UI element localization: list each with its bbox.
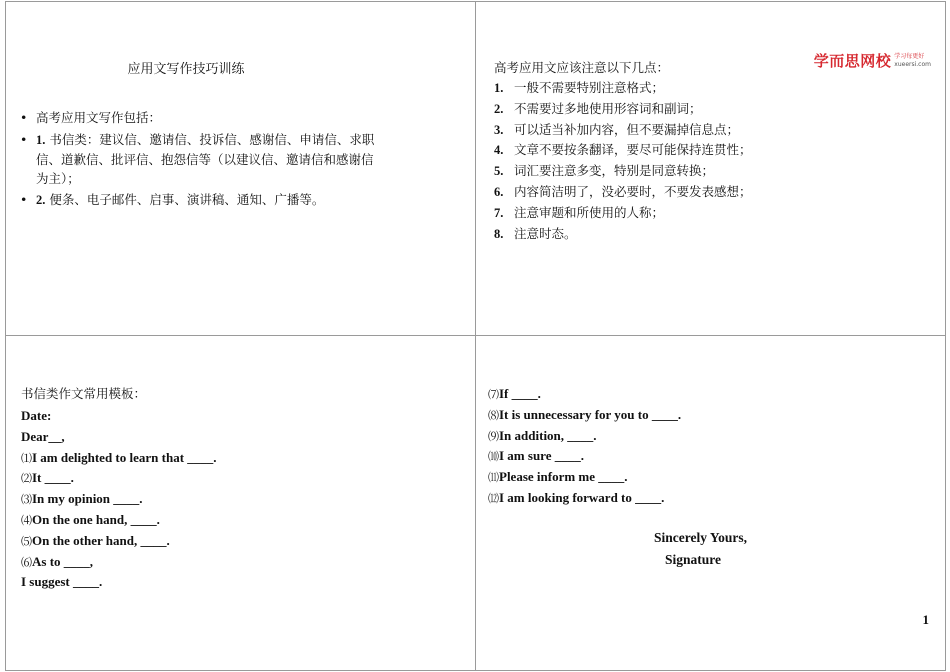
letter-signature: Signature (665, 552, 722, 567)
list-item: 3. 可以适当补加内容，但不要漏掉信息点； (494, 121, 740, 137)
slide-title: 应用文写作技巧训练 (127, 62, 245, 77)
list-item: 7. 注意审题和所使用的人称； (494, 204, 665, 220)
template-line: Date: (21, 408, 52, 423)
numbered-list (494, 78, 934, 244)
list-item: 5. 词汇要注意多变，特别是同意转换； (494, 163, 715, 179)
template-line: ⑵It ____. (21, 470, 74, 486)
template-line: ⑷On the one hand, ____. (21, 511, 160, 527)
template-lines (21, 406, 217, 593)
template-lines (488, 384, 681, 509)
template-line: ⑶In my opinion ____. (21, 491, 143, 507)
logo-slogan: 学习每更好 (894, 52, 925, 60)
bullet-item: • 1. 书信类：建议信、邀请信、投诉信、感谢信、申请信、求职信、道歉信、批评信、抱怨信等（以建议信、邀请信和感谢信为主）； (20, 130, 380, 188)
slide-1 (5, 1, 476, 336)
letter-closing: Sincerely Yours, (654, 530, 747, 545)
brand-logo (814, 50, 931, 71)
section-intro: 高考应用文应该注意以下几点： (494, 60, 670, 75)
template-line: ⑾Please inform me ____. (488, 469, 628, 485)
list-item: 1. 一般不需要特别注意格式； (494, 80, 665, 95)
bullet-item: • 高考应用文写作包括： (20, 108, 380, 128)
list-item: 4. 文章不要按条翻译，要尽可能保持连贯性； (494, 142, 752, 158)
logo-url: xueersi.com (894, 60, 931, 68)
logo-text: 学而思网校 (813, 52, 892, 70)
template-line: ⑿I am looking forward to ____. (488, 489, 665, 505)
page-number: 1 (922, 612, 929, 627)
template-line: ⑼In addition, ____. (488, 427, 597, 443)
template-line: ⑹As to ____, (21, 553, 94, 569)
template-line: ⑺If ____. (488, 386, 541, 401)
bullet-list (20, 108, 380, 212)
slide-2 (475, 1, 946, 336)
template-line: ⑻It is unnecessary for you to ____. (488, 406, 682, 422)
template-line: ⑸On the other hand, ____. (21, 532, 170, 548)
template-line: ⑴I am delighted to learn that ____. (21, 449, 217, 465)
slide-3 (5, 335, 476, 671)
list-item: 6. 内容简洁明了，没必要时，不要发表感想； (494, 183, 752, 199)
template-line: ⑽I am sure ____. (488, 448, 584, 464)
list-item: 2. 不需要过多地使用形容词和副词； (494, 100, 702, 116)
bullet-item: • 2. 便条、电子邮件、启事、演讲稿、通知、广播等。 (20, 190, 380, 210)
template-heading: 书信类作文常用模板： (21, 386, 147, 401)
template-line: I suggest ____. (21, 574, 103, 590)
template-line: Dear__, (21, 428, 65, 444)
list-item: 8. 注意时态。 (494, 225, 577, 241)
slide-4 (475, 335, 946, 671)
